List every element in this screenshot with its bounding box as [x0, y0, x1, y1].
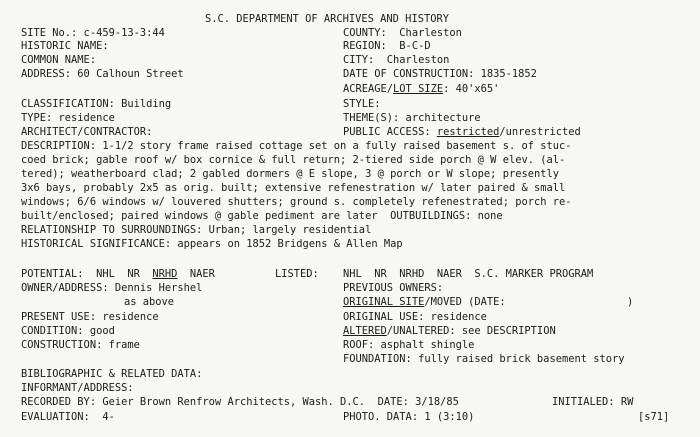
public-access [343, 126, 581, 138]
relationship-to-surroundings: RELATIONSHIP TO SURROUNDINGS: Urban; largely residential [21, 224, 372, 236]
county: COUNTY: Charleston [343, 27, 462, 39]
recorded-by: RECORDED BY: Geier Brown Renfrow Architects, Wash. D.C. DATE: 3/18/85 [21, 396, 459, 408]
condition: CONDITION: good [21, 325, 115, 337]
original-use: ORIGINAL USE: residence [343, 311, 487, 323]
roof: ROOF: asphalt shingle [343, 339, 475, 351]
common-name: COMMON NAME: [21, 54, 97, 66]
listed-label: LISTED: [275, 268, 319, 280]
moved-label: /MOVED (DATE: [424, 296, 506, 308]
photo-data: PHOTO. DATA: 1 (3:10) [343, 411, 475, 423]
architect-contractor: ARCHITECT/CONTRACTOR: [21, 126, 153, 138]
classification: CLASSIFICATION: Building [21, 98, 172, 110]
owner-address-cont: as above [124, 296, 175, 308]
original-site-moved [343, 296, 506, 308]
historical-significance: HISTORICAL SIGNIFICANCE: appears on 1852 Bridgens & Allen Map [21, 238, 403, 250]
site-number: SITE No.: c-459-13-3:44 [21, 27, 165, 39]
style: STYLE: [343, 98, 381, 110]
record-code: [s71] [638, 411, 670, 423]
evaluation: EVALUATION: 4- [21, 411, 115, 423]
altered-unaltered [343, 325, 556, 337]
moved-close-paren: ) [627, 296, 634, 308]
original-site-label: ORIGINAL SITE [343, 296, 425, 308]
public-access-label: PUBLIC ACCESS: [343, 126, 437, 138]
restricted-value: restricted [436, 126, 500, 138]
bibliographic-data: BIBLIOGRAPHIC & RELATED DATA: [21, 368, 203, 380]
description-line: built/enclosed; paired windows @ gable pediment are later OUTBUILDINGS: none [21, 210, 503, 222]
unaltered-label: /UNALTERED: see DESCRIPTION [386, 325, 556, 337]
nrhd-value: NRHD [152, 268, 178, 280]
address: ADDRESS: 60 Calhoun Street [21, 68, 184, 80]
date-of-construction: DATE OF CONSTRUCTION: 1835-1852 [343, 68, 537, 80]
description-line: 3x6 bays, probably 2x5 as orig. built; extensive refenestration w/ later paired & small [21, 182, 566, 194]
region: REGION: B-C-D [343, 40, 431, 52]
themes: THEME(S): architecture [343, 112, 481, 124]
potential [21, 268, 215, 280]
potential-label: POTENTIAL: NHL NR [21, 268, 153, 280]
lot-size-value: : 40'x65' [443, 83, 500, 95]
altered-label: ALTERED [343, 325, 387, 337]
type: TYPE: residence [21, 112, 115, 124]
construction: CONSTRUCTION: frame [21, 339, 140, 351]
unrestricted-value: /unrestricted [499, 126, 581, 138]
foundation: FOUNDATION: fully raised brick basement story [343, 353, 625, 365]
description-line: tered); weatherboard clad; 2 gabled dormers @ E slope, 3 @ porch or W slope; presently [21, 168, 559, 180]
present-use: PRESENT USE: residence [21, 311, 159, 323]
listed-options: NHL NR NRHD NAER S.C. MARKER PROGRAM [343, 268, 594, 280]
acreage-lot-size [343, 83, 499, 95]
description-line: DESCRIPTION: 1-1/2 story frame raised cottage set on a fully raised basement s. of stuc- [21, 140, 572, 152]
naer-value: NAER [177, 268, 215, 280]
acreage-label: ACREAGE/ [343, 83, 394, 95]
lot-size-label: LOT SIZE [393, 83, 444, 95]
initialed: INITIALED: RW [552, 396, 634, 408]
description-line: coed brick; gable roof w/ box cornice & full return; 2-tiered side porch @ W elev. (al- [21, 154, 566, 166]
form-title: S.C. DEPARTMENT OF ARCHIVES AND HISTORY [205, 13, 449, 25]
historic-name: HISTORIC NAME: [21, 40, 109, 52]
owner-address: OWNER/ADDRESS: Dennis Hershel [21, 282, 203, 294]
description-line: windows; 6/6 windows w/ louvered shutters; ground s. completely refenestrated; porch re- [21, 196, 572, 208]
city: CITY: Charleston [343, 54, 450, 66]
informant-address: INFORMANT/ADDRESS: [21, 382, 134, 394]
previous-owners: PREVIOUS OWNERS: [343, 282, 444, 294]
